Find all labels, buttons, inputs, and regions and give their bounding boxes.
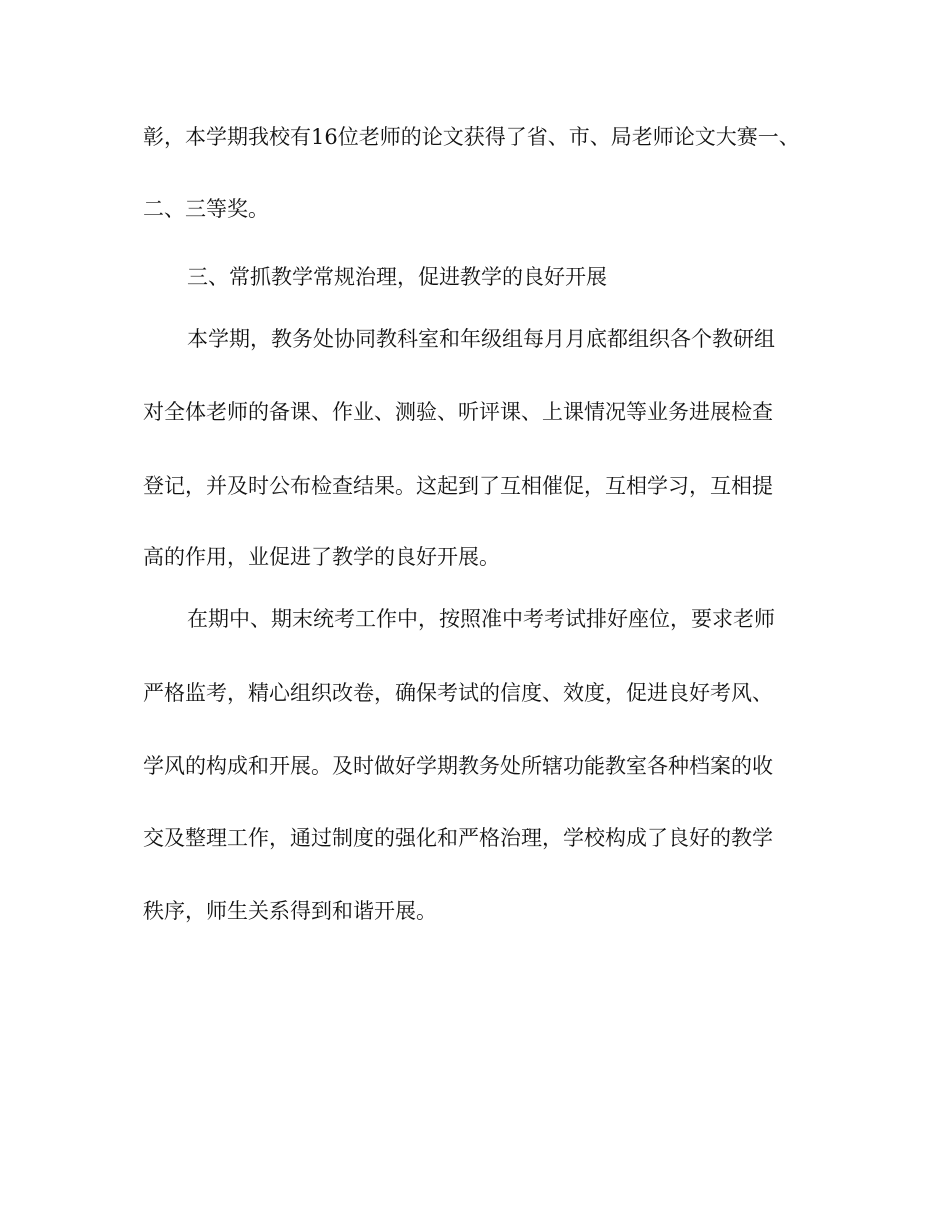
text-line-11: 交及整理工作，通过制度的强化和严格治理，学校构成了良好的教学 [143, 826, 773, 850]
text-line-4: 本学期，教务处协同教科室和年级组每月月底都组织各个教研组 [187, 327, 775, 351]
text-line-6: 登记，并及时公布检查结果。这起到了互相催促，互相学习，互相提 [143, 474, 773, 498]
text-line-8: 在期中、期末统考工作中，按照准中考考试排好座位，要求老师 [187, 607, 775, 631]
text-line-1: 彰，本学期我校有16位老师的论文获得了省、市、局老师论文大赛一、 [143, 125, 800, 149]
text-line-10: 学风的构成和开展。及时做好学期教务处所辖功能教室各种档案的收 [143, 754, 773, 778]
text-line-5: 对全体老师的备课、作业、测验、听评课、上课情况等业务进展检查 [143, 400, 773, 424]
text-line-2: 二、三等奖。 [143, 197, 269, 221]
text-line-9: 严格监考，精心组织改卷，确保考试的信度、效度，促进良好考风、 [143, 681, 773, 705]
text-line-12: 秩序，师生关系得到和谐开展。 [143, 899, 437, 923]
section-heading: 三、常抓教学常规治理，促进教学的良好开展 [187, 265, 607, 289]
text-line-7: 高的作用，业促进了教学的良好开展。 [143, 545, 500, 569]
